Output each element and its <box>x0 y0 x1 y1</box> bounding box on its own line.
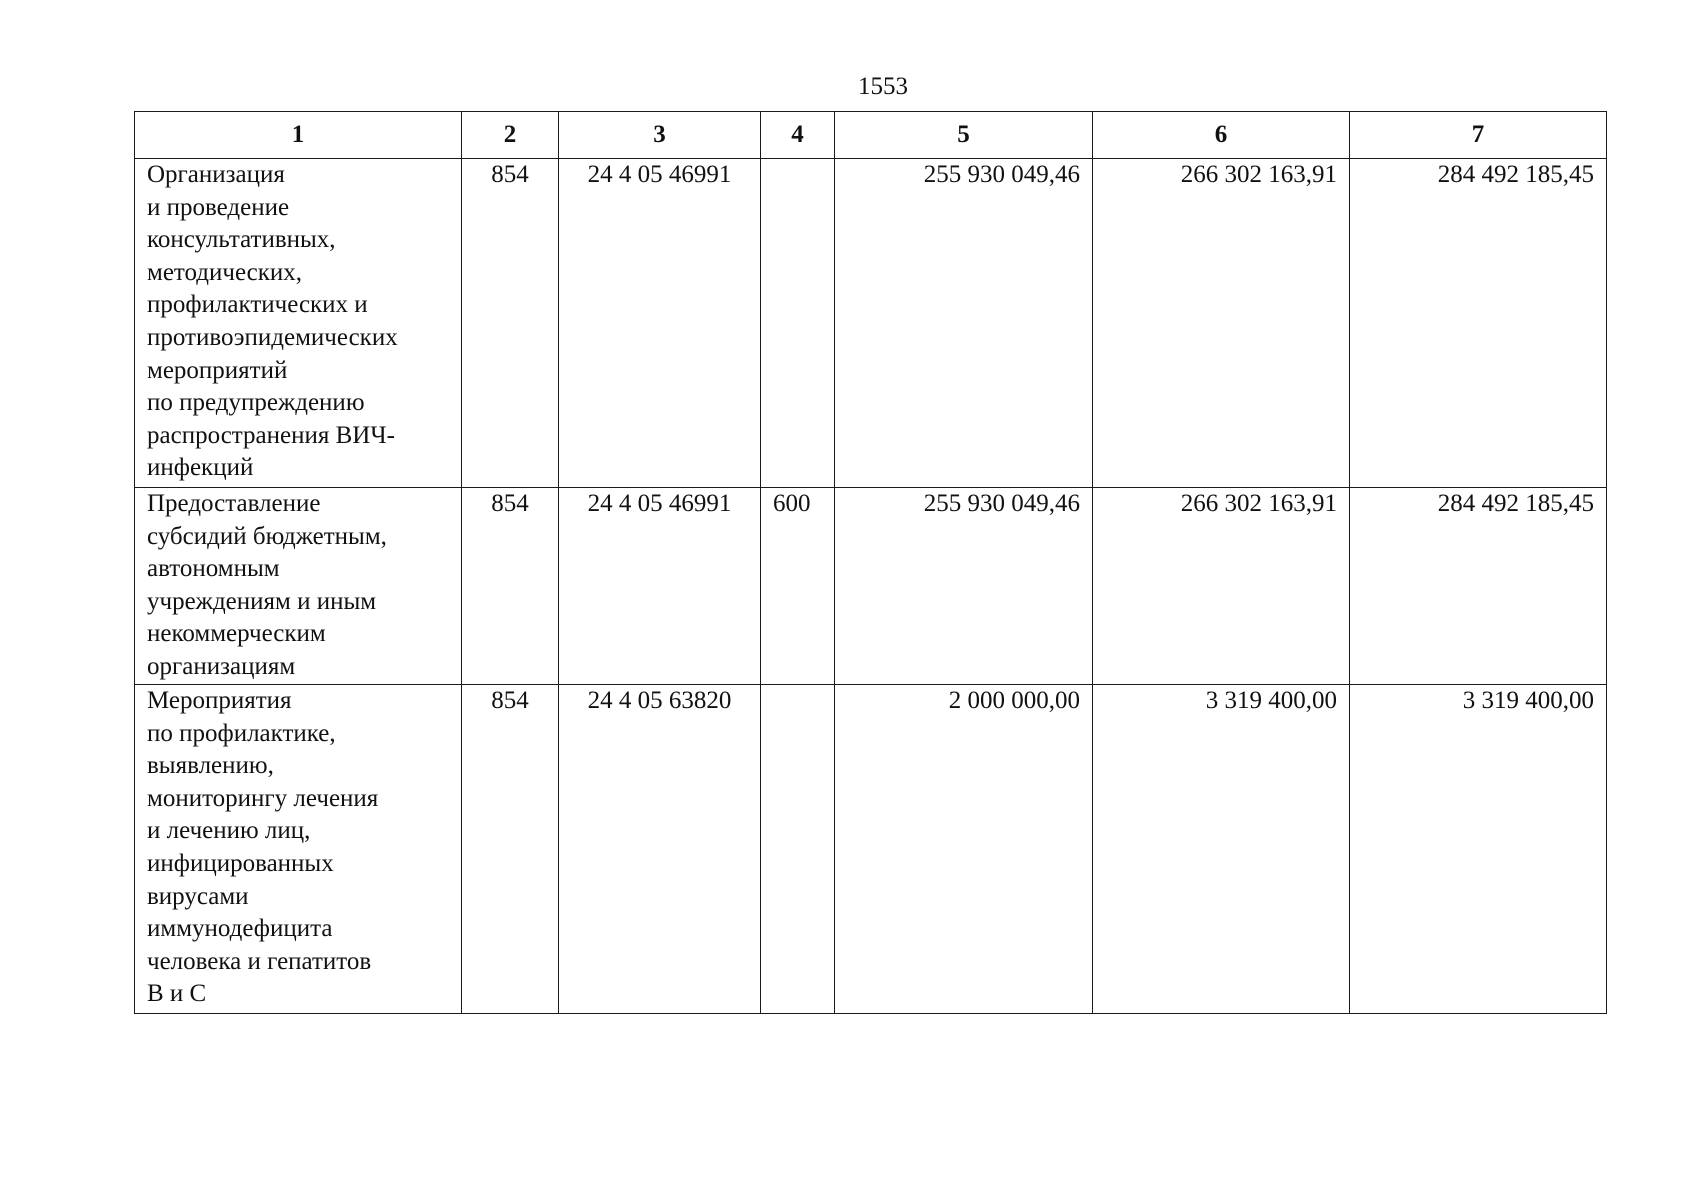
table-row <box>135 685 1607 1014</box>
row-expense-type <box>761 685 835 1014</box>
table-row <box>135 159 1607 488</box>
column-header-7: 7 <box>1350 112 1607 159</box>
row-code: 854 <box>462 488 559 685</box>
row-amount-5: 255 930 049,46 <box>835 488 1093 685</box>
column-header-4: 4 <box>761 112 835 159</box>
page-number: 1553 <box>858 73 908 100</box>
row-target-article: 24 4 05 46991 <box>559 488 761 685</box>
table-row <box>135 488 1607 685</box>
row-target-article: 24 4 05 46991 <box>559 159 761 488</box>
column-header-5: 5 <box>835 112 1093 159</box>
row-amount-7: 3 319 400,00 <box>1350 685 1607 1014</box>
row-code: 854 <box>462 159 559 488</box>
column-header-6: 6 <box>1093 112 1350 159</box>
row-amount-5: 2 000 000,00 <box>835 685 1093 1014</box>
row-amount-7: 284 492 185,45 <box>1350 159 1607 488</box>
row-amount-6: 3 319 400,00 <box>1093 685 1350 1014</box>
budget-table <box>134 111 1607 1014</box>
row-name: Предоставление субсидий бюджетным, автономным учреждениям и иным некоммерческим организациям <box>135 488 462 685</box>
row-name: Мероприятия по профилактике, выявлению, мониторингу лечения и лечению лиц, инфицированных вирусами иммунодефицита человека и гепатитов В и С <box>135 685 462 1014</box>
row-name: Организация и проведение консультативных, методических, профилактических и противоэпидемических мероприятий по предупреждению распространения ВИЧ- инфекций <box>135 159 462 488</box>
column-header-3: 3 <box>559 112 761 159</box>
table-header-row <box>135 112 1607 159</box>
row-amount-7: 284 492 185,45 <box>1350 488 1607 685</box>
column-header-2: 2 <box>462 112 559 159</box>
row-amount-5: 255 930 049,46 <box>835 159 1093 488</box>
row-amount-6: 266 302 163,91 <box>1093 488 1350 685</box>
column-header-1: 1 <box>135 112 462 159</box>
row-amount-6: 266 302 163,91 <box>1093 159 1350 488</box>
row-expense-type <box>761 159 835 488</box>
row-code: 854 <box>462 685 559 1014</box>
row-target-article: 24 4 05 63820 <box>559 685 761 1014</box>
row-expense-type: 600 <box>761 488 835 685</box>
